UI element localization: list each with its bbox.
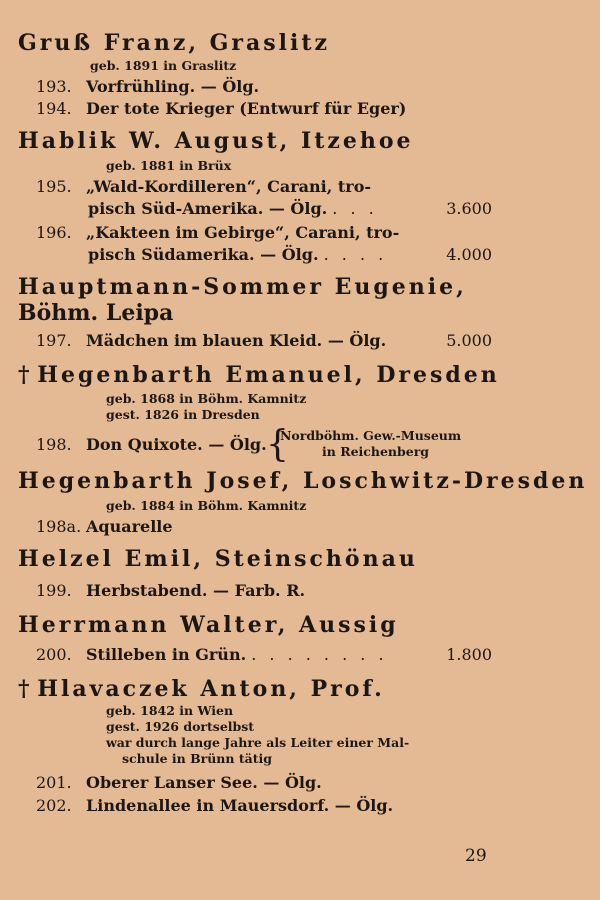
catalog-item-197: 197. Mädchen im blauen Kleid. — Ölg. 5.000 bbox=[36, 331, 492, 350]
catalog-item-196: 196. „Kakteen im Gebirge“, Carani, tro- bbox=[36, 223, 400, 242]
artist-hauptmann-place: Böhm. Leipa bbox=[18, 300, 174, 326]
artist-birth: geb. 1891 in Graslitz bbox=[90, 58, 237, 73]
catalog-item-201: 201. Oberer Lanser See. — Ölg. bbox=[36, 773, 322, 792]
artist-name: Hauptmann-Sommer Eugenie, bbox=[18, 274, 467, 300]
artist-hauptmann bbox=[18, 274, 467, 300]
price: 1.800 bbox=[446, 645, 492, 664]
artist-birth: geb. 1868 in Böhm. Kamnitz bbox=[106, 391, 307, 406]
artist-name: Hlavaczek Anton, Prof. bbox=[37, 676, 385, 702]
artist-name: Hegenbarth Josef, Loschwitz-Dresden bbox=[18, 468, 588, 494]
artist-birth: geb. 1884 in Böhm. Kamnitz bbox=[106, 498, 307, 513]
artist-name: Helzel Emil, Steinschönau bbox=[18, 546, 418, 572]
catalog-item-194: 194. Der tote Krieger (Entwurf für Eger) bbox=[36, 99, 407, 118]
owner-line-1: Nordböhm. Gew.-Museum bbox=[280, 428, 462, 443]
catalog-item-195: 195. „Wald-Kordilleren“, Carani, tro- bbox=[36, 177, 372, 196]
artist-helzel bbox=[18, 546, 418, 572]
catalog-item-199: 199. Herbstabend. — Farb. R. bbox=[36, 581, 306, 600]
brace-glyph: { bbox=[266, 424, 289, 465]
catalog-item-193: 193. Vorfrühling. — Ölg. bbox=[36, 77, 260, 96]
artist-birth: geb. 1842 in Wien bbox=[106, 703, 234, 718]
artist-hegenbarth-emanuel bbox=[18, 362, 500, 388]
artist-note-line-2: schule in Brünn tätig bbox=[122, 751, 272, 766]
catalog-item-198: 198. Don Quixote. — Ölg. bbox=[36, 435, 267, 454]
price: 5.000 bbox=[446, 331, 492, 350]
artist-hegenbarth-josef bbox=[18, 468, 587, 494]
artist-herrmann bbox=[18, 612, 399, 638]
deceased-mark: † bbox=[18, 676, 30, 702]
catalog-item-202: 202. Lindenallee in Mauersdorf. — Ölg. bbox=[36, 796, 394, 815]
artist-note-line-1: war durch lange Jahre als Leiter einer Mal- bbox=[106, 735, 410, 750]
catalog-item-195-cont: pisch Süd-Amerika. — Ölg. . . . 3.600 bbox=[88, 199, 492, 218]
artist-hlavaczek bbox=[18, 676, 385, 702]
artist-name: Hegenbarth Emanuel, Dresden bbox=[37, 362, 500, 388]
page-number: 29 bbox=[465, 846, 487, 866]
artist-death: gest. 1926 dortselbst bbox=[106, 719, 255, 734]
owner-line-2: in Reichenberg bbox=[322, 444, 430, 459]
price: 4.000 bbox=[446, 245, 492, 264]
catalog-item-196-cont: pisch Südamerika. — Ölg. . . . . 4.000 bbox=[88, 245, 492, 264]
price: 3.600 bbox=[446, 199, 492, 218]
deceased-mark: † bbox=[18, 362, 30, 388]
artist-name: Herrmann Walter, Aussig bbox=[18, 612, 399, 638]
artist-hablik bbox=[18, 128, 414, 154]
artist-death: gest. 1826 in Dresden bbox=[106, 407, 260, 422]
catalog-item-200: 200. Stilleben in Grün. . . . . . . . . 1.800 bbox=[36, 645, 492, 664]
catalog-item-198a: 198a. Aquarelle bbox=[36, 517, 173, 536]
artist-name: Hablik W. August, Itzehoe bbox=[18, 128, 414, 154]
artist-name: Gruß Franz, Graslitz bbox=[18, 30, 331, 56]
artist-gruss bbox=[18, 30, 330, 56]
artist-birth: geb. 1881 in Brüx bbox=[106, 158, 232, 173]
